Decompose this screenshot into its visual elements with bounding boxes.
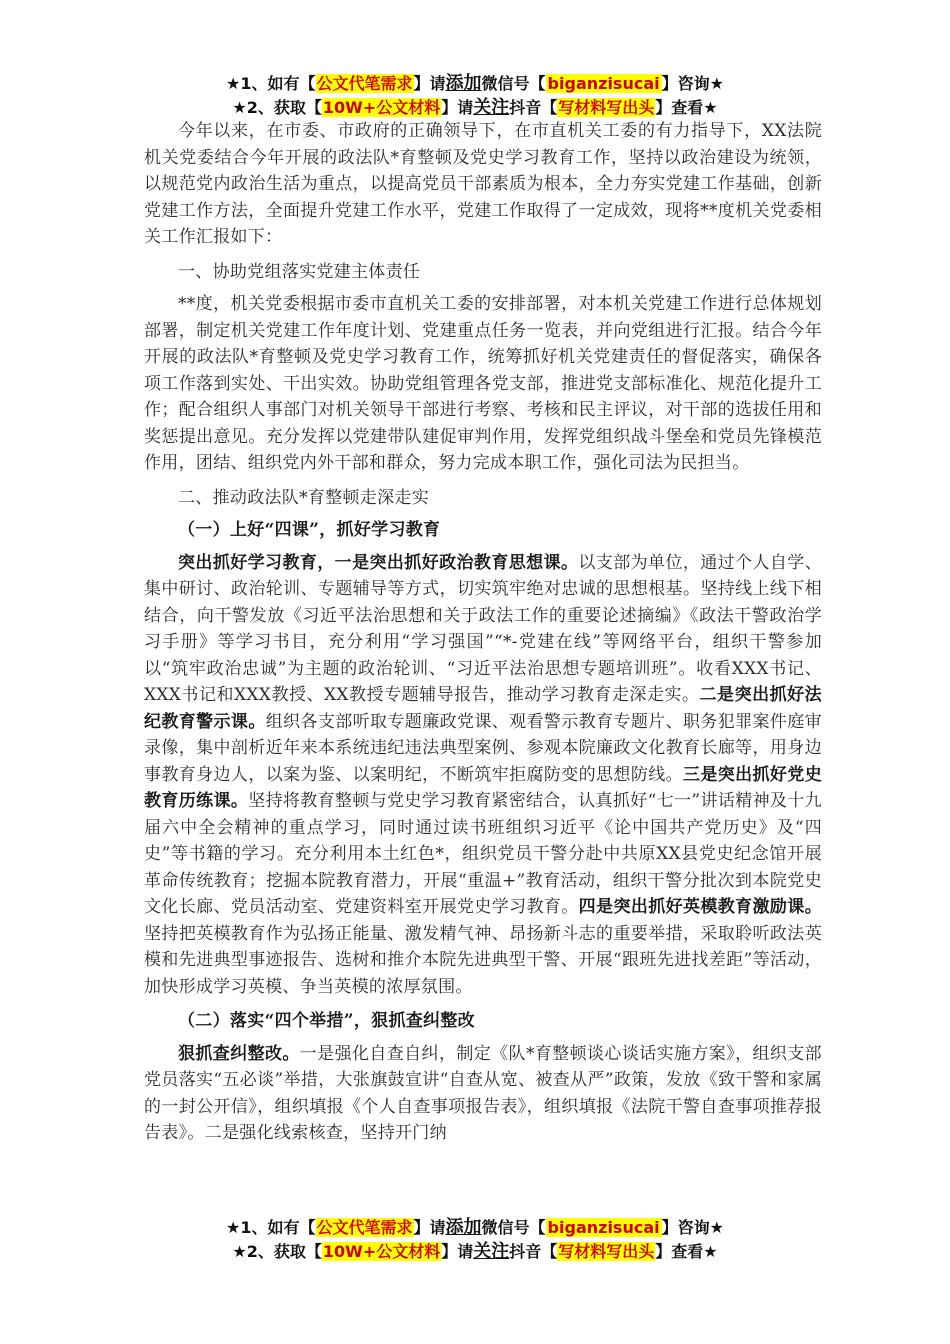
banner-text: 微信号【 xyxy=(481,74,546,93)
subsection-heading-2: （二）落实“四个举措”，狠抓查纠整改 xyxy=(178,1011,475,1031)
highlight-materials: 10W+公文材料 xyxy=(322,1242,441,1261)
banner-line-1 xyxy=(0,1216,950,1240)
paragraph-text: 组织各支部听取专题廉政党课、观看警示教育专题片、职务犯罪案件庭审录像，集中剖析近年来本系统违纪违法典型案例、参观本院廉政文化教育长廊等，用身边事教育身边人，以案为鉴、以案明纪，不断筑牢拒腐防变的思想防线。 xyxy=(144,711,822,785)
paragraph-text: 坚持把英模教育作为弘扬正能量、激发精气神、昂扬新斗志的重要举措，采取聆听政法英模和先进典型事迹报告、选树和推介本院先进典型干警、开展“跟班先进找差距”等活动，加快形成学习英模、争当英模的浓厚氛围。 xyxy=(144,923,822,997)
banner-text: 】咨询★ xyxy=(661,1218,724,1237)
banner-line-2 xyxy=(0,96,950,120)
section-heading-2: 二、推动政法队*育整顿走深走实 xyxy=(178,487,429,508)
intro-paragraph: 今年以来，在市委、市政府的正确领导下，在市直机关工委的有力指导下，XX法院机关党委结合今年开展的政法队*育整顿及党史学习教育工作，坚持以政治建设为统领，以规范党内政治生活为重点，以提高党员干部素质为根本，全力夯实党建工作基础，创新党建工作方法，全面提升党建工作水平，党建工作取得了一定成效，现将**度机关党委相关工作汇报如下： xyxy=(144,121,822,247)
highlight-ghostwriting: 公文代笔需求 xyxy=(316,1218,413,1237)
bold-lead: 狠抓查纠整改。 xyxy=(178,1043,300,1064)
banner-text: 】查看★ xyxy=(655,1242,718,1261)
document-body xyxy=(144,118,822,1153)
paragraph-text: 坚持将教育整顿与党史学习教育紧密结合，认真抓好“七一”讲话精神及十九届六中全会精神的重点学习，同时通过读书班组织习近平《论中国共产党历史》及“四史”等书籍的学习。充分利用本土红色*，组织党员干警分赴中共原XX县党史纪念馆开展革命传统教育；挖掘本院教育潜力，开展“重温+”教育活动，组织干警分批次到本院党史文化长廊、党员活动室、党建资料室开展党史学习教育。 xyxy=(144,791,822,917)
banner-text: ★2、获取【 xyxy=(232,1242,322,1261)
underlined-add: 添加 xyxy=(445,73,482,94)
bold-lead: 突出抓好学习教育，一是突出抓好政治教育思想课。 xyxy=(178,552,579,573)
highlight-wechat-id: biganzisucai xyxy=(547,74,660,93)
section-heading-1: 一、协助党组落实党建主体责任 xyxy=(178,261,421,282)
paragraph-text: 以支部为单位，通过个人自学、集中研讨、政治轮训、专题辅导等方式，切实筑牢绝对忠诚的思想根基。坚持线上线下相结合，向干警发放《习近平法治思想和关于政法工作的重要论述摘编》《政法干警政治学习手册》等学习书目，充分利用“学习强国”“*-党建在线”等网络平台，组织干警参加以“筑牢政治忠诚”为主题的政治轮训、“习近平法治思想专题培训班”。收看XXX书记、XXX书记和XXX教授、XX教授专题辅导报告，推动学习教育走深走实。 xyxy=(144,552,822,705)
banner-text: 】咨询★ xyxy=(661,74,724,93)
subsection-2-paragraph xyxy=(144,1041,822,1147)
banner-text: 】请 xyxy=(441,98,474,117)
bold-lead: 二是突出抓好法纪教育警示课。 xyxy=(144,685,822,732)
banner-text: ★1、如有【 xyxy=(226,1218,316,1237)
highlight-douyin-account: 写材料写出头 xyxy=(558,98,655,117)
paragraph-text: 一是强化自查自纠，制定《队*育整顿谈心谈话实施方案》，组织支部党员落实“五必谈”举措，大张旗鼓宣讲“自查从宽、被查从严”政策，发放《致干警和家属的一封公开信》，组织填报《个人自查事项报告表》，组织填报《法院干警自查事项推荐报告表》。二是强化线索核查，坚持开门纳 xyxy=(144,1043,822,1143)
section-1-paragraph: **度，机关党委根据市委市直机关工委的安排部署，对本机关党建工作进行总体规划部署，制定机关党建工作年度计划、党建重点任务一览表，并向党组进行汇报。结合今年开展的政法队*育整顿及党史学习教育工作，统筹抓好机关党建责任的督促落实，确保各项工作落到实处、干出实效。协助党组管理各党支部，推进党支部标准化、规范化提升工作；配合组织人事部门对机关领导干部进行考察、考核和民主评议，对干部的选拔任用和奖惩提出意见。充分发挥以党建带队建促审判作用，发挥党组织战斗堡垒和党员先锋模范作用，团结、组织党内外干部和群众，努力完成本职工作，强化司法为民担当。 xyxy=(144,294,822,473)
banner-text: 】请 xyxy=(413,74,446,93)
underlined-follow: 关注 xyxy=(473,97,510,118)
banner-text: 微信号【 xyxy=(481,1218,546,1237)
bottom-banner xyxy=(0,1216,950,1264)
highlight-wechat-id: biganzisucai xyxy=(547,1218,660,1237)
banner-text: ★2、获取【 xyxy=(232,98,322,117)
banner-text: 】请 xyxy=(413,1218,446,1237)
bold-lead: 四是突出抓好英模教育激励课。 xyxy=(578,897,822,917)
banner-text: 抖音【 xyxy=(509,1242,558,1261)
highlight-douyin-account: 写材料写出头 xyxy=(558,1242,655,1261)
bold-lead: 三是突出抓好党史教育历练课。 xyxy=(144,764,822,811)
banner-text: 】请 xyxy=(441,1242,474,1261)
banner-text: 抖音【 xyxy=(509,98,558,117)
underlined-follow: 关注 xyxy=(473,1241,510,1262)
highlight-ghostwriting: 公文代笔需求 xyxy=(316,74,413,93)
underlined-add: 添加 xyxy=(445,1217,482,1238)
subsection-1-paragraph xyxy=(144,550,822,1001)
subsection-heading-1: （一）上好“四课”，抓好学习教育 xyxy=(178,520,441,540)
top-banner xyxy=(0,72,950,120)
banner-text: 】查看★ xyxy=(655,98,718,117)
banner-line-2 xyxy=(0,1240,950,1264)
banner-text: ★1、如有【 xyxy=(226,74,316,93)
highlight-materials: 10W+公文材料 xyxy=(322,98,441,117)
banner-line-1 xyxy=(0,72,950,96)
